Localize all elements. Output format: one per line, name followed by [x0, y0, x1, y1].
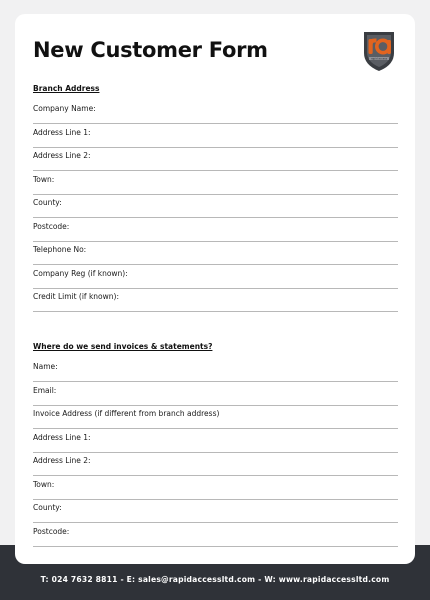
- svg-text:rapid access: rapid access: [370, 57, 388, 61]
- company-name-field[interactable]: [33, 100, 398, 124]
- field-label: County:: [33, 198, 62, 207]
- field-label: Company Name:: [33, 104, 96, 113]
- invoice-address-line-1-field[interactable]: [33, 429, 398, 453]
- field-label: Address Line 1:: [33, 128, 91, 137]
- field-label: Address Line 2:: [33, 151, 91, 160]
- invoice-postcode-field[interactable]: [33, 523, 398, 547]
- invoice-address-field[interactable]: [33, 405, 398, 429]
- town-field[interactable]: [33, 171, 398, 195]
- county-field[interactable]: [33, 194, 398, 218]
- rapid-access-logo: [361, 29, 397, 73]
- telephone-field[interactable]: [33, 241, 398, 265]
- company-reg-field[interactable]: [33, 265, 398, 289]
- invoice-address-line-2-field[interactable]: [33, 452, 398, 476]
- field-label: Credit Limit (if known):: [33, 292, 119, 301]
- field-label: Telephone No:: [33, 245, 87, 254]
- field-label: Email:: [33, 386, 57, 395]
- field-label: Company Reg (if known):: [33, 269, 128, 278]
- address-line-2-field[interactable]: [33, 147, 398, 171]
- invoice-town-field[interactable]: [33, 476, 398, 500]
- field-label: Address Line 2:: [33, 456, 91, 465]
- field-label: Address Line 1:: [33, 433, 91, 442]
- form-card: [15, 14, 415, 564]
- field-label: Invoice Address (if different from branch address): [33, 409, 220, 418]
- field-label: Name:: [33, 362, 58, 371]
- footer-contact: T: 024 7632 8811 - E: sales@rapidaccessltd.com - W: www.rapidaccessltd.com: [40, 575, 390, 584]
- field-label: Town:: [33, 175, 55, 184]
- invoice-county-field[interactable]: [33, 499, 398, 523]
- credit-limit-field[interactable]: [33, 288, 398, 312]
- invoices-heading: Where do we send invoices & statements?: [33, 342, 213, 351]
- field-label: Postcode:: [33, 527, 70, 536]
- address-line-1-field[interactable]: [33, 124, 398, 148]
- field-label: Town:: [33, 480, 55, 489]
- page-title: New Customer Form: [33, 38, 268, 62]
- email-field[interactable]: [33, 382, 398, 406]
- field-label: Postcode:: [33, 222, 70, 231]
- branch-address-heading: Branch Address: [33, 84, 100, 93]
- name-field[interactable]: [33, 358, 398, 382]
- field-label: County:: [33, 503, 62, 512]
- postcode-field[interactable]: [33, 218, 398, 242]
